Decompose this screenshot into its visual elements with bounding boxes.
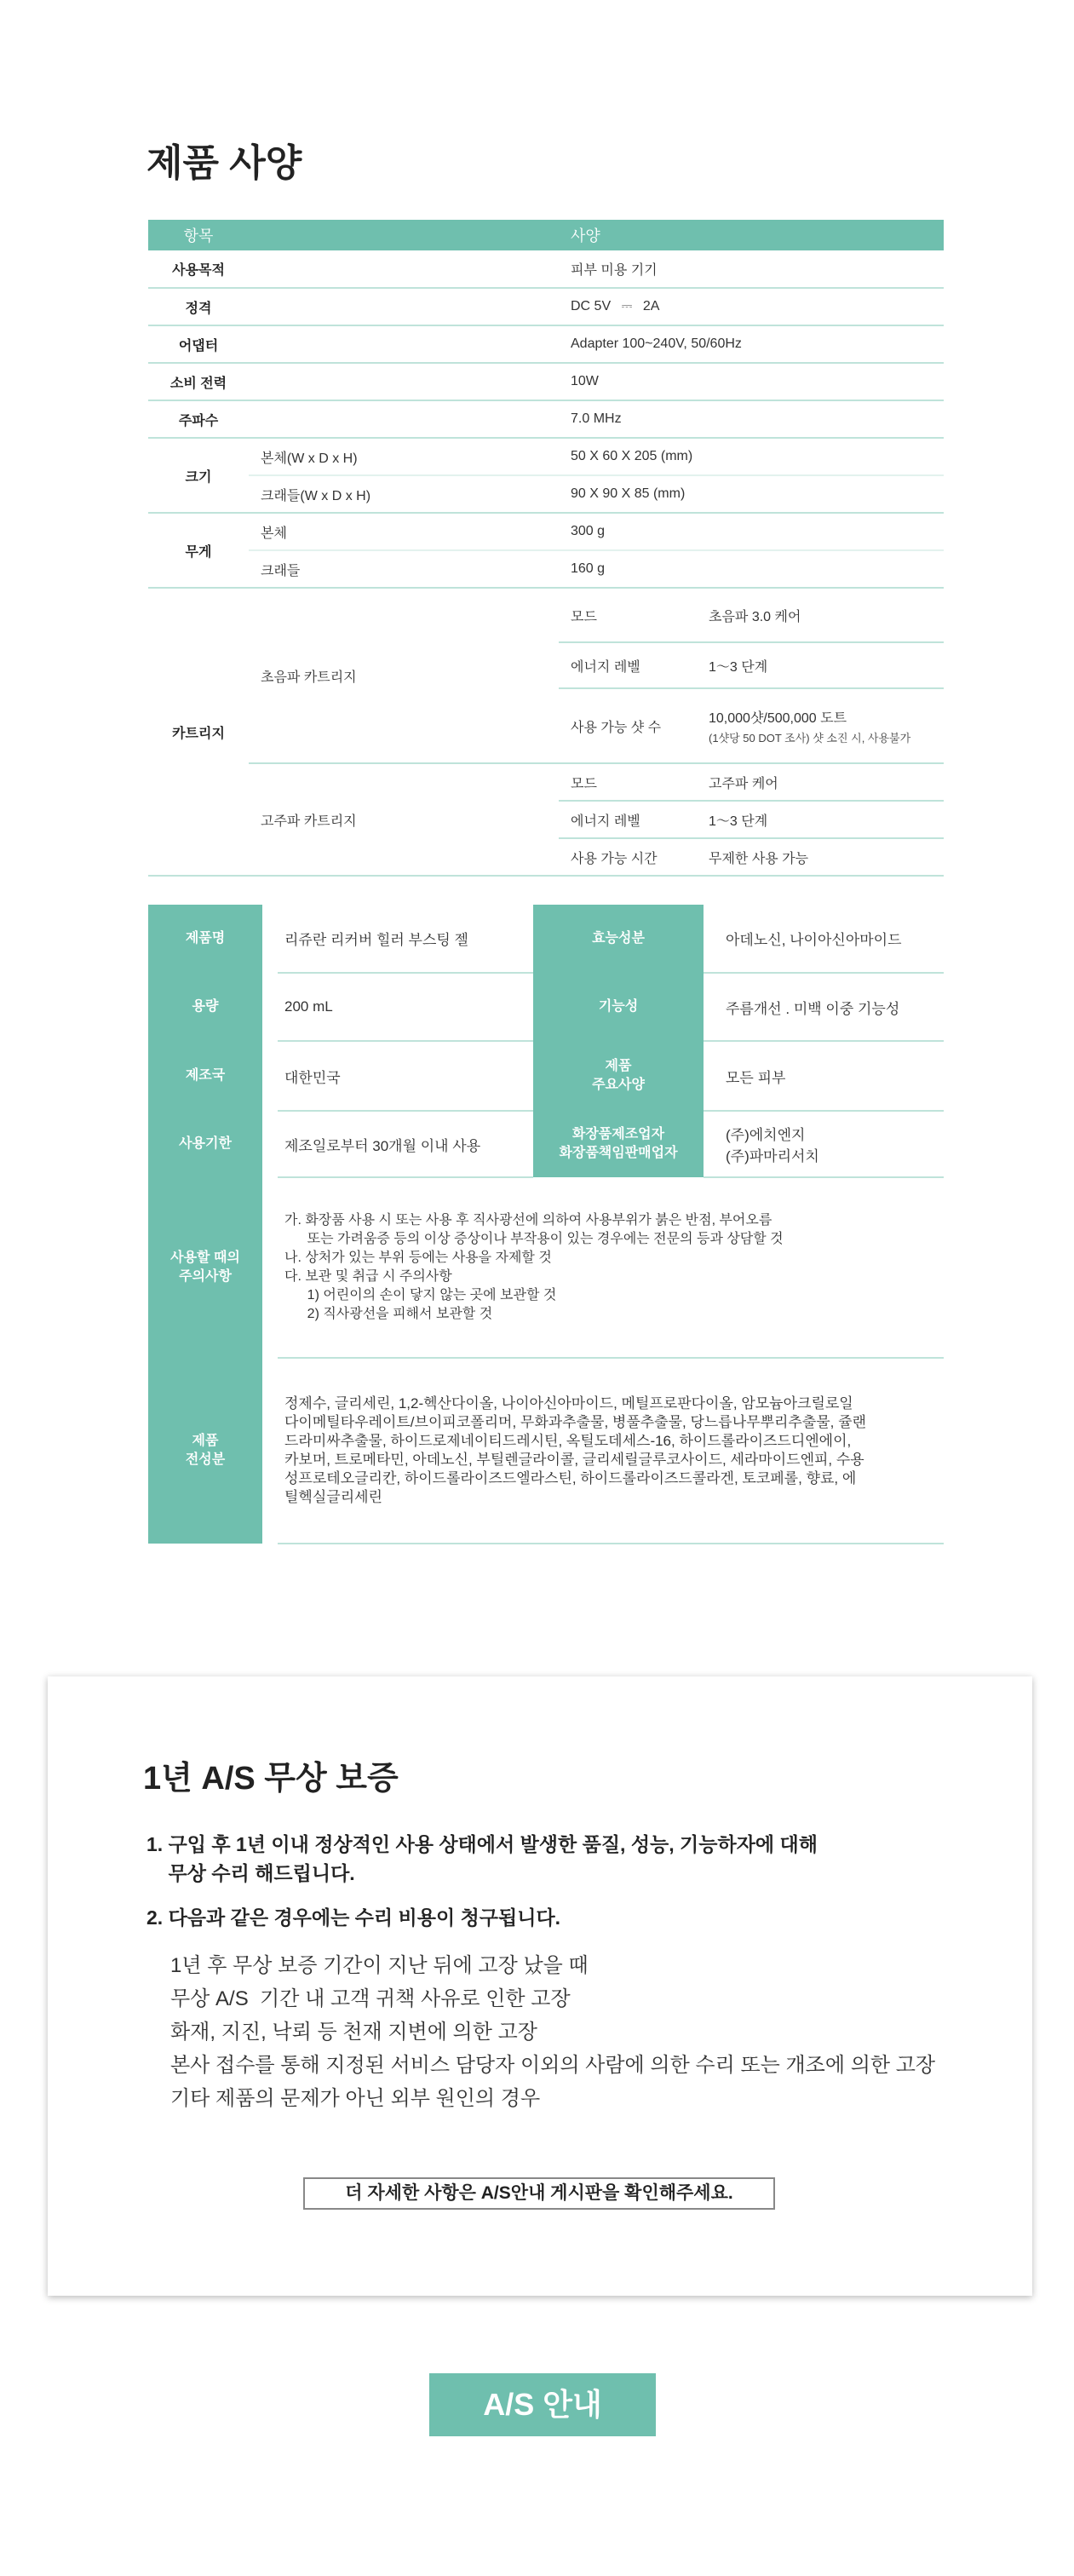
product-origin-label: 제조국 (148, 1041, 262, 1111)
warranty-card (48, 1676, 1032, 2296)
product-volume-value: 200 mL (278, 973, 533, 1041)
spec-rf-time-label: 사용 가능 시간 (559, 838, 709, 876)
product-volume-label: 용량 (148, 973, 262, 1041)
spec-size-body-label: 본체(W x D x H) (249, 438, 559, 475)
table-row (148, 438, 944, 475)
spec-ultrasonic-label: 초음파 카트리지 (249, 588, 559, 763)
product-name-value: 리쥬란 리커버 힐러 부스팅 젤 (278, 905, 533, 973)
table-row (148, 513, 944, 550)
spec-header-item: 항목 (148, 220, 249, 250)
spec-rating-value (559, 288, 944, 325)
table-row (148, 973, 944, 1041)
table-row (148, 363, 944, 400)
warranty-notice: 더 자세한 사항은 A/S안내 게시판을 확인해주세요. (303, 2177, 775, 2210)
product-function-label: 기능성 (533, 973, 704, 1041)
spec-size-cradle-value: 90 X 90 X 85 (mm) (559, 475, 944, 513)
dc-symbol-icon: ⎓ (621, 299, 633, 313)
spec-purpose-value: 피부 미용 기기 (559, 250, 944, 288)
product-function-value: 주름개선 . 미백 이중 기능성 (704, 973, 944, 1041)
table-row (148, 400, 944, 438)
spec-weight-cradle-value: 160 g (559, 550, 944, 588)
product-origin-value: 대한민국 (278, 1041, 533, 1111)
warranty-case-list (170, 1949, 935, 2115)
product-spec-value: 모든 피부 (704, 1041, 944, 1111)
product-ingredients-text: 정제수, 글리세린, 1,2-헥산다이올, 나이아신아마이드, 메틸프로판다이올, 암모늄아크릴로일다이메틸타우레이트/브이피코폴리머, 무화과추출물, 병풀추출물, 당느릅나무뿌리추출물, 쥴랜드라미싸추출물, 하이드로제네이티드레시틴, 옥틸도데세스-16, 하이드롤라이즈드디엔에이, 카보머, 트로메타민, 아데노신, 부틸렌글라이콜, 글리세릴글루코사이드, 세라마이드엔피, 수용성프로테오글리칸, 하이드롤라이즈드엘라스틴, 하이드롤라이즈드콜라겐, 토코페롤, 향료, 에틸헥실글리세린 (278, 1358, 944, 1544)
list-item: 화재, 지진, 낙뢰 등 천재 지변에 의한 고장 (170, 2021, 537, 2044)
product-expiry-value: 제조일로부터 30개월 이내 사용 (278, 1111, 533, 1177)
product-name-label: 제품명 (148, 905, 262, 973)
spec-weight-cradle-label: 크래들 (249, 550, 559, 588)
product-caution-label: 사용할 때의 (170, 1251, 240, 1266)
spec-ultrasonic-energy-label: 에너지 레벨 (559, 642, 709, 688)
spec-rating-voltage: DC 5V (571, 299, 612, 313)
product-info-table (148, 905, 944, 1544)
list-item: 무상 A/S 기간 내 고객 귀책 사유로 인한 고장 (170, 1987, 571, 2010)
table-row (148, 905, 944, 973)
spec-rf-label: 고주파 카트리지 (249, 763, 559, 876)
spec-weight-body-label: 본체 (249, 513, 559, 550)
spec-table (148, 220, 944, 877)
table-row (148, 288, 944, 325)
page-title: 제품 사양 (146, 142, 302, 184)
spec-ultrasonic-shots-label: 사용 가능 샷 수 (559, 688, 709, 763)
spec-adapter-label: 어댑터 (148, 325, 249, 363)
product-expiry-label: 사용기한 (148, 1111, 262, 1177)
table-row (148, 588, 944, 642)
table-row (148, 250, 944, 288)
table-row: 사용할 때의 주의사항 가. 화장품 사용 시 또는 사용 후 직사광선에 의하여 사용부위가 붉은 반점, 부어오름 또는 가려움증 등의 이상 증상이나 부작용이 있는 경우에는 전문의 등과 상담할 것 나. 상처가 있는 부위 등에는 사용을 자제할 것 다. 보관 및 취급 시 주의사항 1) 어린이의 손이 닿지 않는 곳에 보관할 것 2) 직사광선을 피해서 보관할 것 (148, 1177, 944, 1358)
spec-ultrasonic-mode-label: 모드 (559, 588, 709, 642)
spec-frequency-value: 7.0 MHz (559, 400, 944, 438)
spec-rating-label: 정격 (148, 288, 249, 325)
table-row: 사용기한 제조일로부터 30개월 이내 사용 화장품제조업자 화장품책임판매업자 (주)에치엔지 (주)파마리서치 (148, 1111, 944, 1177)
spec-rf-mode-value: 고주파 케어 (709, 763, 944, 801)
spec-rating-current: 2A (642, 299, 660, 313)
list-item: 1년 후 무상 보증 기간이 지난 뒤에 고장 났을 때 (170, 1954, 589, 1977)
spec-size-label: 크기 (148, 438, 249, 513)
spec-adapter-value: Adapter 100~240V, 50/60Hz (559, 325, 944, 363)
product-active-value: 아데노신, 나이아신아마이드 (704, 905, 944, 973)
spec-purpose-label: 사용목적 (148, 250, 249, 288)
spec-weight-label: 무게 (148, 513, 249, 588)
table-row (148, 763, 944, 801)
as-guide-button[interactable]: A/S 안내 (429, 2373, 656, 2436)
table-row: 제품 전성분 정제수, 글리세린, 1,2-헥산다이올, 나이아신아마이드, 메틸프로판다이올, 암모늄아크릴로일다이메틸타우레이트/브이피코폴리머, 무화과추출물, 병풀추출물, 당느릅나무뿌리추출물, 쥴랜드라미싸추출물, 하이드로제네이티드레시틴, 옥틸도데세스-16, 하이드롤라이즈드디엔에이, 카보머, 트로메타민, 아데노신, 부틸렌글라이콜, 글리세릴글루코사이드, 세라마이드엔피, 수용성프로테오글리칸, 하이드롤라이즈드엘라스틴, 하이드롤라이즈드콜라겐, 토코페롤, 향료, 에틸헥실글리세린 (148, 1358, 944, 1544)
spec-frequency-label: 주파수 (148, 400, 249, 438)
spec-rf-time-value: 무제한 사용 가능 (709, 838, 944, 876)
spec-power-value: 10W (559, 363, 944, 400)
spec-size-cradle-label: 크래들(W x D x H) (249, 475, 559, 513)
spec-header-spec: 사양 (559, 220, 944, 250)
product-caution-text: 가. 화장품 사용 시 또는 사용 후 직사광선에 의하여 사용부위가 붉은 반점, 부어오름 또는 가려움증 등의 이상 증상이나 부작용이 있는 경우에는 전문의 등과 상담할 것 나. 상처가 있는 부위 등에는 사용을 자제할 것 다. 보관 및 취급 시 주의사항 1) 어린이의 손이 닿지 않는 곳에 보관할 것 2) 직사광선을 피해서 보관할 것 (278, 1177, 944, 1358)
product-maker-label: 화장품제조업자 (571, 1127, 665, 1142)
spec-power-label: 소비 전력 (148, 363, 249, 400)
spec-weight-body-value: 300 g (559, 513, 944, 550)
table-row (148, 475, 944, 513)
product-ingredients-label: 제품 (192, 1434, 219, 1449)
spec-ultrasonic-shots-value: 10,000샷/500,000 도트 (709, 710, 847, 726)
product-spec-label: 제품 (605, 1059, 632, 1074)
warranty-item-2: 2. 다음과 같은 경우에는 수리 비용이 청구됩니다. (146, 1906, 561, 1929)
list-item: 기타 제품의 문제가 아닌 외부 원인의 경우 (170, 2087, 541, 2110)
spec-size-body-value: 50 X 60 X 205 (mm) (559, 438, 944, 475)
spec-rf-energy-label: 에너지 레벨 (559, 801, 709, 838)
spec-ultrasonic-energy-value: 1～3 단계 (709, 642, 944, 688)
spec-rf-mode-label: 모드 (559, 763, 709, 801)
list-item: 본사 접수를 통해 지정된 서비스 담당자 이외의 사람에 의한 수리 또는 개조에 의한 고장 (170, 2054, 936, 2077)
product-maker-value: (주)에치엔지 (726, 1127, 806, 1143)
product-active-label: 효능성분 (533, 905, 704, 973)
spec-ultrasonic-shots-note: (1샷당 50 DOT 조사) 샷 소진 시, 사용불가 (709, 731, 911, 745)
table-row: 제조국 대한민국 제품 주요사양 모든 피부 (148, 1041, 944, 1111)
table-row (148, 325, 944, 363)
spec-ultrasonic-mode-value: 초음파 3.0 케어 (709, 588, 944, 642)
spec-header-row (148, 220, 944, 250)
warranty-item-1: 1. 구입 후 1년 이내 정상적인 사용 상태에서 발생한 품질, 성능, 기능하자에 대해 무상 수리 해드립니다. (146, 1833, 818, 1884)
warranty-title: 1년 A/S 무상 보증 (143, 1761, 399, 1797)
spec-rf-energy-value: 1～3 단계 (709, 801, 944, 838)
spec-cartridge-label: 카트리지 (148, 588, 249, 876)
table-row (148, 550, 944, 588)
